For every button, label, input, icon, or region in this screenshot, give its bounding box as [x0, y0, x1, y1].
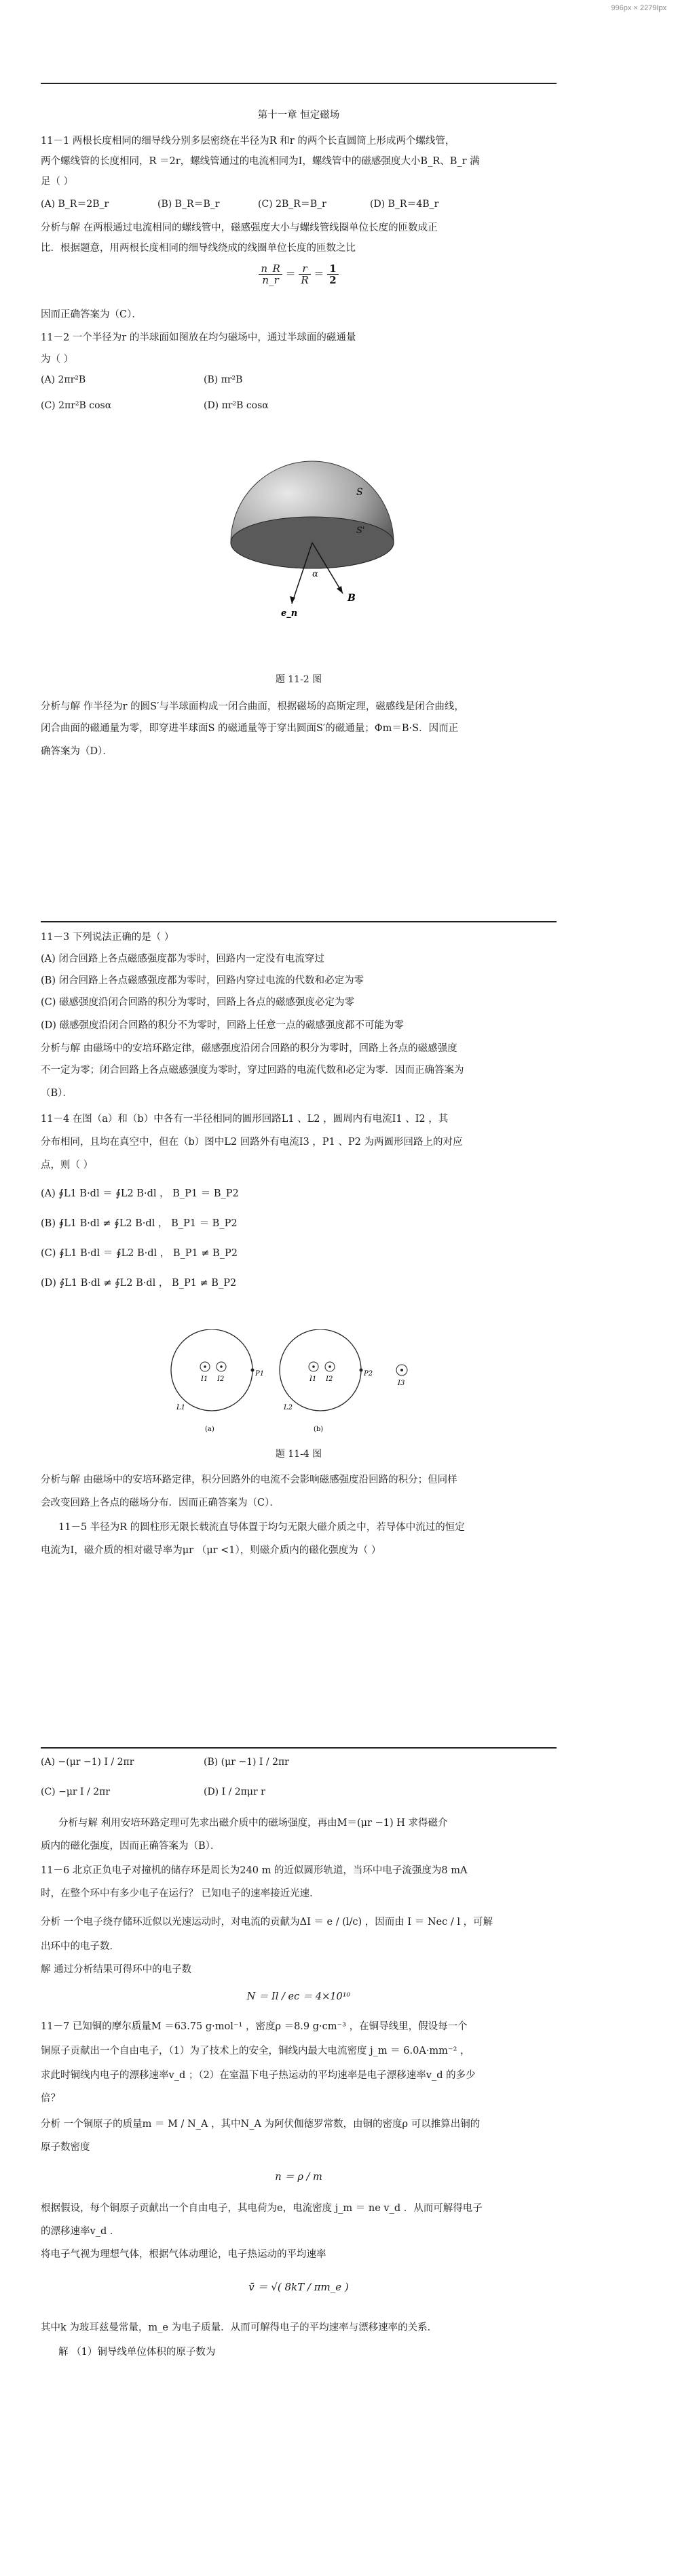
page-rule: [41, 1747, 557, 1749]
figure-11-2-caption: 题 11-2 图: [275, 674, 322, 685]
q11-2-line2: 为（ ）: [41, 354, 74, 365]
q11-6-solution-label: 解 通过分析结果可得环中的电子数: [41, 1964, 192, 1975]
label-l1: L1: [176, 1404, 186, 1411]
q11-3-option-c: (C) 磁感强度沿闭合回路的积分为零时，回路上各点的磁感强度必定为零: [41, 997, 355, 1008]
q11-6-line1: 11－6 北京正负电子对撞机的储存环是周长为240 m 的近似圆形轨道，当环中电子流强度为8 mA: [41, 1865, 468, 1876]
q11-2-analysis-2: 闭合曲面的磁通量为零，即穿进半球面S 的磁通量等于穿出圆面S′的磁通量；Φm＝B·S．因而正: [41, 723, 459, 734]
q11-7-line4: 倍？: [41, 2093, 60, 2104]
q11-3-option-a: (A) 闭合回路上各点磁感强度都为零时，回路内一定没有电流穿过: [41, 954, 324, 964]
q11-7-analysis-2: 原子数密度: [41, 2142, 90, 2153]
q11-1-line1: 11－1 两根长度相同的细导线分别多层密绕在半径为R 和r 的两个长直圆筒上形成两个螺线管，: [41, 136, 455, 147]
label-fig-b: (b): [314, 1426, 324, 1433]
q11-6-equation: N ＝ Il / ec ＝ 4×10¹⁰: [246, 1991, 351, 2002]
q11-7-analysis-4: 的漂移速率v_d ．: [41, 2226, 120, 2237]
label-l2: L2: [284, 1404, 293, 1411]
q11-1-option-d: (D) B_R＝4B_r: [370, 199, 439, 210]
chapter-title: 第十一章 恒定磁场: [257, 110, 340, 121]
point-p1: [251, 1369, 255, 1372]
q11-7-equation-2: v̄ ＝ √( 8kT / πm_e ): [248, 2281, 349, 2293]
q11-1-analysis-1: 分析与解 在两根通过电流相同的螺线管中，磁感强度大小与螺线管线圈单位长度的匝数成正: [41, 222, 438, 233]
q11-5-option-c: (C) −μr I / 2πr: [41, 1787, 111, 1797]
q11-3-line1: 11－3 下列说法正确的是（ ）: [41, 932, 174, 943]
loop-l1: [171, 1329, 252, 1411]
q11-5-line1: 11－5 半径为R 的圆柱形无限长载流直导体置于均匀无限大磁介质之中，若导体中流过的恒定: [58, 1522, 465, 1533]
point-p2: [360, 1369, 363, 1372]
label-en: e_n: [281, 608, 298, 619]
q11-7-line2: 铜原子贡献出一个自由电子，（1）为了技术上的安全，铜线内最大电流密度 j_m ＝ 6.0A·mm⁻² ，: [41, 2046, 470, 2056]
q11-4-option-b: (B) ∮L1 B·dl ≠ ∮L2 B·dl ， B_P1 ＝ B_P2: [41, 1218, 238, 1229]
q11-5-analysis-1: 分析与解 利用安培环路定理可先求出磁介质中的磁场强度，再由M＝(μr −1) H 求得磁介: [58, 1818, 448, 1829]
q11-6-line2: 时，在整个环中有多少电子在运行？ 已知电子的速率接近光速．: [41, 1888, 320, 1899]
loop-l2: [280, 1329, 361, 1411]
field-arrowhead: [337, 586, 343, 593]
q11-7-equation-1: n ＝ ρ / m: [275, 2172, 322, 2183]
q11-1-option-a: (A) B_R＝2B_r: [41, 199, 109, 210]
hemisphere-figure: [224, 448, 400, 651]
q11-4-analysis-1: 分析与解 由磁场中的安培环路定律，积分回路外的电流不会影响磁感强度沿回路的积分；但同样: [41, 1475, 457, 1485]
q11-7-analysis-5: 将电子气视为理想气体，根据气体动理论，电子热运动的平均速率: [41, 2249, 326, 2260]
page-rule: [41, 83, 557, 84]
q11-3-analysis-2: 不一定为零；闭合回路上各点磁感强度为零时，穿过回路的电流代数和必定为零．因而正确答案为: [41, 1065, 464, 1076]
page-rule: [41, 921, 557, 922]
label-i2-a: I2: [217, 1375, 225, 1383]
q11-1-line3: 足（ ）: [41, 176, 74, 187]
label-s-prime: S': [356, 526, 365, 536]
q11-7-analysis-3: 根据假设，每个铜原子贡献出一个自由电子，其电荷为e，电流密度 j_m ＝ ne v_d ．从而可解得电子: [41, 2203, 483, 2214]
q11-2-line1: 11－2 一个半径为r 的半球面如图放在均匀磁场中，通过半球面的磁通量: [41, 332, 356, 343]
page-size-label: 996px × 2279Ipx: [611, 4, 666, 12]
q11-1-option-c: (C) 2B_R＝B_r: [258, 199, 326, 210]
q11-4-line1: 11－4 在图（a）和（b）中各有一半径相同的圆形回路L1 、L2 ，圆周内有电流I1 、I2 ，其: [41, 1114, 449, 1125]
q11-7-line3: 求此时铜线内电子的漂移速率v_d ；（2）在室温下电子热运动的平均速率是电子漂移速率v_d 的多少: [41, 2070, 476, 2081]
q11-1-answer: 因而正确答案为（C）．: [41, 309, 142, 320]
label-s: S: [356, 487, 363, 498]
q11-3-analysis-1: 分析与解 由磁场中的安培环路定律，磁感强度沿闭合回路的积分为零时，回路上各点的磁感强度: [41, 1043, 457, 1054]
q11-5-option-d: (D) I / 2πμr r: [204, 1787, 265, 1797]
q11-3-analysis-3: （B）．: [41, 1088, 73, 1099]
q11-7-analysis-1: 分析 一个铜原子的质量m ＝ M / N_A ，其中N_A 为阿伏伽德罗常数，由铜的密度ρ 可以推算出铜的: [41, 2119, 481, 2130]
q11-1-equation: $\frac{n\_R}{n\_r}$ ＝ $\frac{r}{R}$ ＝ $\frac{1}{2}$: [41, 263, 557, 286]
q11-2-option-b: (B) πr²B: [204, 374, 243, 385]
label-p2: P2: [364, 1370, 373, 1378]
q11-2-analysis-3: 确答案为（D）．: [41, 746, 113, 757]
label-fig-a: (a): [205, 1426, 214, 1433]
q11-4-line2: 分布相同，且均在真空中，但在（b）图中L2 回路外有电流I3 ，P1 、P2 为两圆形回路上的对应: [41, 1137, 463, 1148]
q11-6-analysis-2: 出环中的电子数．: [41, 1941, 119, 1952]
q11-4-option-a: (A) ∮L1 B·dl ＝ ∮L2 B·dl ， B_P1 ＝ B_P2: [41, 1188, 239, 1199]
q11-7-solution: 解 （1）铜导线单位体积的原子数为: [58, 2347, 216, 2358]
q11-4-line3: 点，则（ ）: [41, 1160, 94, 1171]
q11-4-analysis-2: 会改变回路上各点的磁场分布．因而正确答案为（C）．: [41, 1498, 280, 1508]
label-i1-b: I1: [309, 1375, 317, 1383]
q11-5-analysis-2: 质内的磁化强度，因而正确答案为（B）．: [41, 1841, 221, 1852]
q11-1-option-b: (B) B_R＝B_r: [157, 199, 220, 210]
q11-4-option-c: (C) ∮L1 B·dl ＝ ∮L2 B·dl ， B_P1 ≠ B_P2: [41, 1248, 238, 1259]
q11-5-line2: 电流为I，磁介质的相对磁导率为μr （μr <1），则磁介质内的磁化强度为（ ）: [41, 1545, 381, 1556]
q11-5-option-b: (B) (μr −1) I / 2πr: [204, 1757, 289, 1768]
q11-4-option-d: (D) ∮L1 B·dl ≠ ∮L2 B·dl ， B_P1 ≠ B_P2: [41, 1278, 237, 1289]
label-b: B: [348, 593, 356, 604]
q11-7-line1: 11－7 已知铜的摩尔质量M ＝63.75 g·mol⁻¹ ，密度ρ ＝8.9 g·cm⁻³ ，在铜导线里，假设每一个: [41, 2021, 468, 2032]
label-i1-a: I1: [201, 1375, 208, 1383]
label-i2-b: I2: [326, 1375, 333, 1383]
q11-3-option-d: (D) 磁感强度沿闭合回路的积分不为零时，回路上任意一点的磁感强度都不可能为零: [41, 1020, 405, 1031]
q11-2-option-a: (A) 2πr²B: [41, 374, 86, 385]
q11-2-option-c: (C) 2πr²B cosα: [41, 400, 112, 411]
q11-5-option-a: (A) −(μr −1) I / 2πr: [41, 1757, 134, 1768]
loops-figure: [170, 1329, 455, 1438]
q11-2-option-d: (D) πr²B cosα: [204, 400, 269, 411]
q11-3-option-b: (B) 闭合回路上各点磁感强度都为零时，回路内穿过电流的代数和必定为零: [41, 975, 364, 986]
label-i3: I3: [398, 1380, 405, 1387]
label-alpha: α: [312, 569, 318, 579]
q11-2-analysis-1: 分析与解 作半径为r 的圆S′与半球面构成一闭合曲面，根据磁场的高斯定理，磁感线是闭合曲线，: [41, 701, 464, 712]
q11-6-analysis-1: 分析 一个电子绕存储环近似以光速运动时，对电流的贡献为ΔI ＝ e / (l/c) ，因而由 I ＝ Nec / l ，可解: [41, 1917, 493, 1928]
figure-11-4-caption: 题 11-4 图: [275, 1449, 322, 1460]
label-p1: P1: [255, 1370, 265, 1378]
q11-7-analysis-6: 其中k 为玻耳兹曼常量，m_e 为电子质量．从而可解得电子的平均速率与漂移速率的关系．: [41, 2322, 438, 2333]
q11-1-analysis-2: 比．根据题意，用两根长度相同的细导线绕成的线圈单位长度的匝数之比: [41, 243, 356, 254]
q11-1-line2: 两个螺线管的长度相同，R ＝2r，螺线管通过的电流相同为I，螺线管中的磁感强度大小B_R、B_r 满: [41, 156, 480, 167]
